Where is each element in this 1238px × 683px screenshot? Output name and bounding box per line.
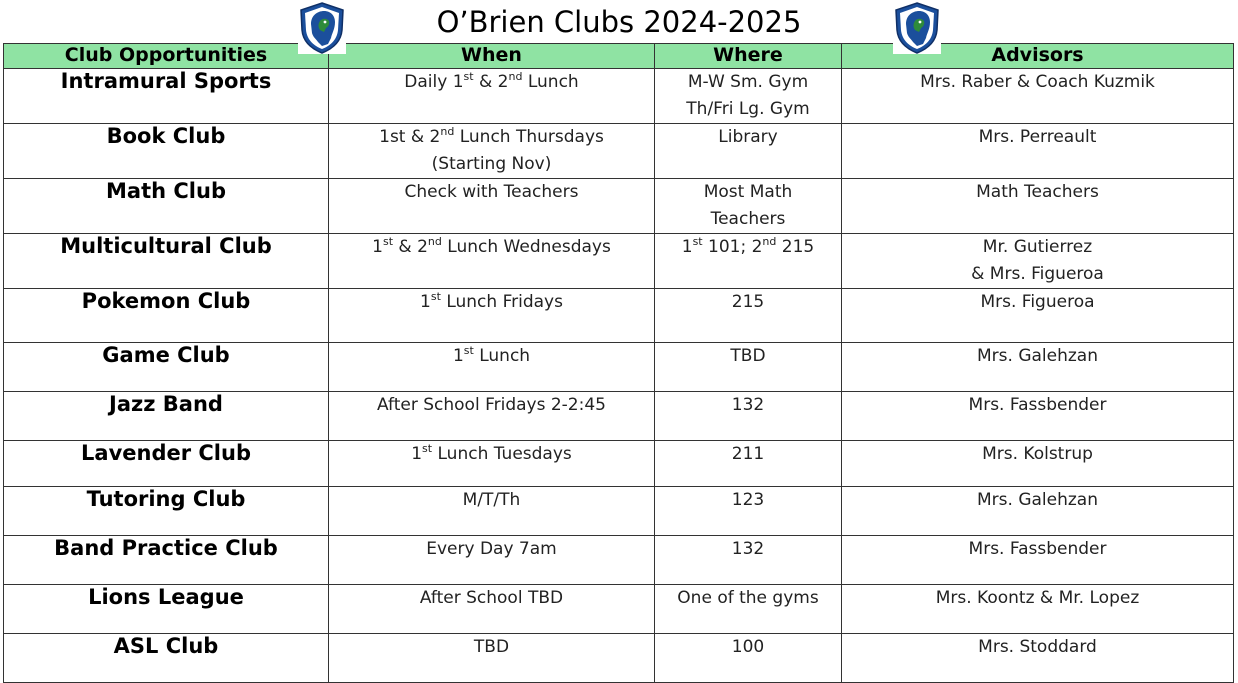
cell-line: [329, 289, 654, 316]
club-where: [655, 289, 842, 343]
text-run: & 2: [473, 72, 509, 92]
ordinal-suffix: st: [463, 70, 474, 83]
club-where: [655, 441, 842, 487]
lion-shield-icon: [298, 2, 346, 54]
table-row: [4, 124, 1234, 179]
club-advisors: [842, 585, 1234, 634]
cell-line: TBD: [730, 346, 766, 366]
cell-line: Most Math: [703, 182, 793, 202]
text-run: Daily 1: [404, 72, 464, 92]
table-header-row: [4, 44, 1234, 69]
header-where: Where: [655, 44, 842, 69]
club-name: Lavender Club: [4, 441, 329, 487]
header-when: When: [329, 44, 655, 69]
club-advisors: [842, 179, 1234, 234]
cell-line: 215: [731, 292, 765, 312]
club-where: [655, 487, 842, 536]
cell-line: 132: [731, 539, 765, 559]
cell-line: M-W Sm. Gym: [687, 72, 809, 92]
text-run: Lunch Fridays: [440, 292, 563, 312]
club-advisors: [842, 536, 1234, 585]
header-advisors: Advisors: [842, 44, 1234, 69]
club-advisors: [842, 234, 1234, 289]
text-run: Lunch: [522, 72, 579, 92]
cell-line: [329, 585, 654, 612]
club-name: Lions League: [4, 585, 329, 634]
club-rows: [4, 69, 1234, 683]
ordinal-suffix: st: [382, 235, 394, 248]
club-name: Math Club: [4, 179, 329, 234]
text-run: 1: [452, 346, 464, 366]
text-run: After School Fridays 2-2:45: [377, 395, 606, 415]
ordinal-suffix: nd: [440, 125, 455, 138]
cell-line: Mrs. Fassbender: [968, 539, 1107, 559]
text-run: Lunch Wednesdays: [441, 237, 611, 257]
club-where: [655, 536, 842, 585]
ordinal-suffix: st: [463, 344, 474, 357]
club-when: [329, 289, 655, 343]
club-when: [329, 392, 655, 441]
cell-line: [329, 536, 654, 563]
table-row: [4, 234, 1234, 289]
club-where: [655, 179, 842, 234]
club-where: [655, 234, 842, 289]
page-title: O’Brien Clubs 2024-2025: [436, 5, 802, 39]
table-row: [4, 392, 1234, 441]
table-row: [4, 179, 1234, 234]
cell-line: Mrs. Stoddard: [978, 637, 1097, 657]
text-run: 1: [420, 292, 431, 312]
cell-line: [329, 151, 654, 178]
cell-line: 132: [731, 395, 765, 415]
cell-line: Mrs. Figueroa: [980, 292, 1095, 312]
club-advisors: [842, 289, 1234, 343]
table-row: [4, 289, 1234, 343]
club-when: [329, 69, 655, 124]
cell-line: Math Teachers: [976, 182, 1099, 202]
club-advisors: [842, 69, 1234, 124]
text-run: Every Day 7am: [426, 539, 557, 559]
club-name: Tutoring Club: [4, 487, 329, 536]
cell-line: Mrs. Galehzan: [977, 490, 1098, 510]
club-name: Multicultural Club: [4, 234, 329, 289]
ordinal-suffix: st: [430, 290, 441, 303]
club-advisors: [842, 441, 1234, 487]
cell-line: [329, 441, 654, 468]
club-name: Intramural Sports: [4, 69, 329, 124]
table-row: [4, 343, 1234, 392]
club-when: [329, 124, 655, 179]
text-run: 1: [411, 444, 423, 464]
ordinal-suffix: st: [422, 442, 433, 455]
text-run: 101; 2: [702, 237, 763, 257]
cell-line: [329, 392, 654, 419]
text-run: Lunch Tuesdays: [432, 444, 572, 464]
club-name: Game Club: [4, 343, 329, 392]
club-where: [655, 69, 842, 124]
table-row: [4, 585, 1234, 634]
text-run: (Starting Nov): [431, 154, 552, 174]
club-name: Pokemon Club: [4, 289, 329, 343]
cell-line: 100: [731, 637, 765, 657]
cell-line: Mrs. Kolstrup: [982, 444, 1093, 464]
club-name: Band Practice Club: [4, 536, 329, 585]
text-run: Check with Teachers: [404, 182, 579, 202]
club-advisors: [842, 124, 1234, 179]
club-where: [655, 634, 842, 683]
ordinal-suffix: nd: [762, 235, 777, 248]
text-run: 1: [372, 237, 383, 257]
club-when: [329, 585, 655, 634]
cell-line: [329, 179, 654, 206]
ordinal-suffix: nd: [508, 70, 523, 83]
club-advisors: [842, 392, 1234, 441]
cell-line: 123: [731, 490, 765, 510]
cell-line: 211: [731, 444, 765, 464]
club-when: [329, 536, 655, 585]
cell-line: [329, 487, 654, 514]
cell-line: [329, 124, 654, 151]
cell-line: One of the gyms: [677, 588, 819, 608]
club-where: [655, 585, 842, 634]
cell-line: [655, 234, 841, 261]
table-row: [4, 634, 1234, 683]
cell-line: Mrs. Koontz & Mr. Lopez: [935, 588, 1140, 608]
club-advisors: [842, 343, 1234, 392]
ordinal-suffix: nd: [427, 235, 442, 248]
text-run: Lunch: [473, 346, 531, 366]
club-when: [329, 343, 655, 392]
club-advisors: [842, 487, 1234, 536]
club-name: ASL Club: [4, 634, 329, 683]
club-where: [655, 124, 842, 179]
club-when: [329, 487, 655, 536]
ordinal-suffix: st: [692, 235, 703, 248]
cell-line: Library: [718, 127, 778, 147]
cell-line: Mrs. Raber & Coach Kuzmik: [920, 72, 1155, 92]
cell-line: Th/Fri Lg. Gym: [686, 99, 810, 119]
club-when: [329, 634, 655, 683]
text-run: 215: [776, 237, 815, 257]
cell-line: [329, 343, 654, 370]
clubs-table: [3, 43, 1234, 683]
cell-line: [329, 634, 654, 661]
cell-line: [329, 234, 654, 261]
cell-line: Mrs. Galehzan: [977, 346, 1098, 366]
table-row: [4, 441, 1234, 487]
table-row: [4, 487, 1234, 536]
cell-line: Mrs. Fassbender: [968, 395, 1107, 415]
text-run: TBD: [473, 637, 510, 657]
cell-line: Teachers: [710, 209, 786, 229]
cell-line: Mrs. Perreault: [978, 127, 1097, 147]
club-name: Book Club: [4, 124, 329, 179]
club-advisors: [842, 634, 1234, 683]
header-club: Club Opportunities: [4, 44, 329, 69]
cell-line: Mr. Gutierrez: [982, 237, 1093, 257]
text-run: After School TBD: [419, 588, 564, 608]
club-when: [329, 441, 655, 487]
table-row: [4, 69, 1234, 124]
text-run: & 2: [393, 237, 428, 257]
club-name: Jazz Band: [4, 392, 329, 441]
text-run: M/T/Th: [462, 490, 521, 510]
text-run: Lunch Thursdays: [454, 127, 604, 147]
cell-line: [329, 69, 654, 96]
text-run: 1st & 2: [379, 127, 441, 147]
club-where: [655, 392, 842, 441]
club-where: [655, 343, 842, 392]
club-when: [329, 179, 655, 234]
table-row: [4, 536, 1234, 585]
club-when: [329, 234, 655, 289]
lion-shield-icon: [893, 2, 941, 54]
text-run: 1: [681, 237, 693, 257]
cell-line: & Mrs. Figueroa: [971, 264, 1104, 284]
